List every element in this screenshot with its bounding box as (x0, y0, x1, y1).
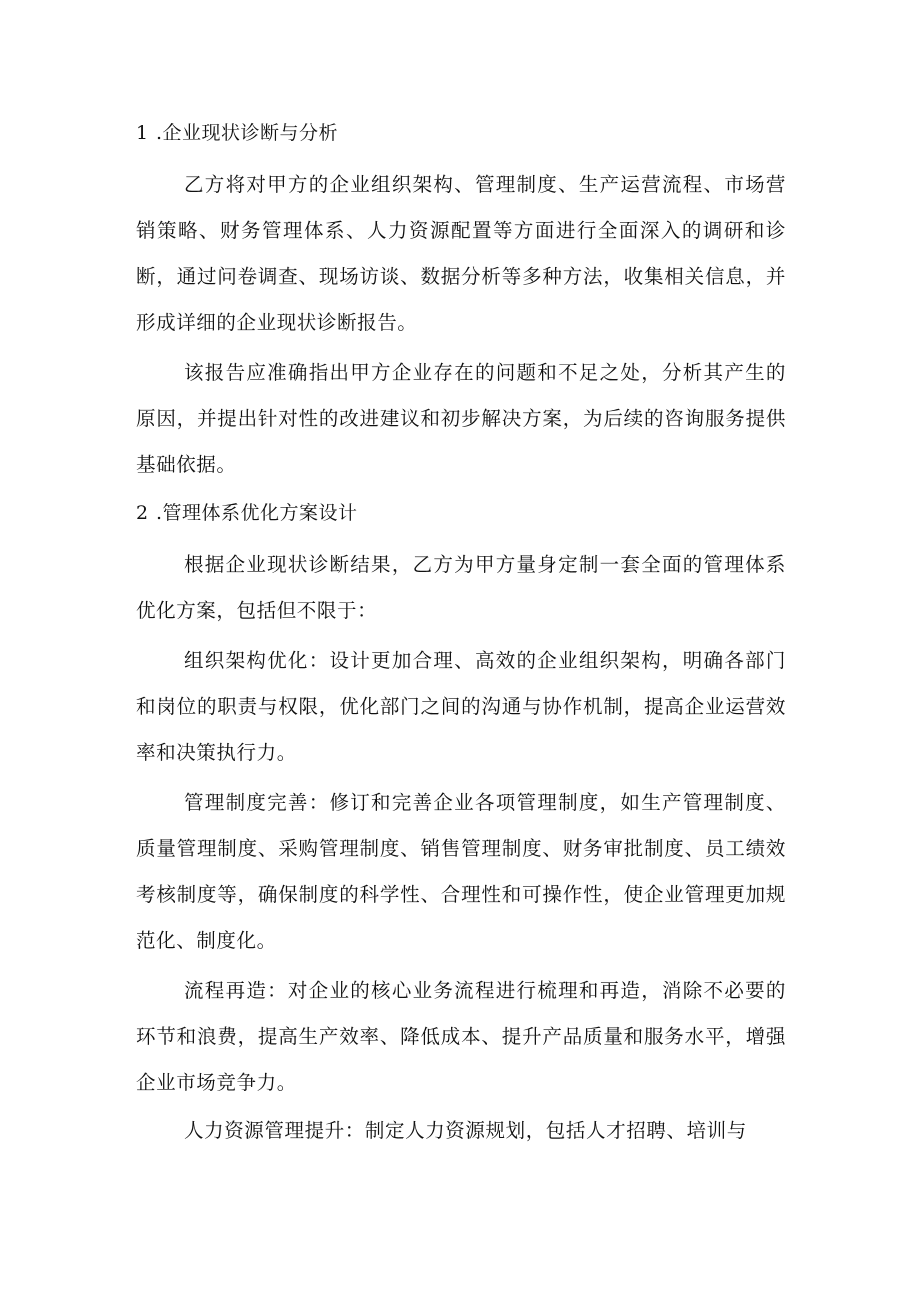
section-heading-2 (136, 492, 786, 534)
paragraph: 该报告应准确指出甲方企业存在的问题和不足之处，分析其产生的原因，并提出针对性的改进建议和初步解决方案，为后续的咨询服务提供基础依据。 (136, 361, 786, 476)
paragraph: 管理制度完善：修订和完善企业各项管理制度，如生产管理制度、质量管理制度、采购管理制度、销售管理制度、财务审批制度、员工绩效考核制度等，确保制度的科学性、合理性和可操作性，使企业管理更加规范化、制度化。 (136, 791, 786, 952)
section-title: .管理体系优化方案设计 (156, 502, 358, 524)
section-title: .企业现状诊断与分析 (156, 122, 339, 144)
paragraph: 乙方将对甲方的企业组织架构、管理制度、生产运营流程、市场营销策略、财务管理体系、人力资源配置等方面进行全面深入的调研和诊断，通过问卷调查、现场访谈、数据分析等多种方法，收集相关信息，并形成详细的企业现状诊断报告。 (136, 173, 786, 334)
paragraph: 组织架构优化：设计更加合理、高效的企业组织架构，明确各部门和岗位的职责与权限，优化部门之间的沟通与协作机制，提高企业运营效率和决策执行力。 (136, 649, 786, 764)
paragraph: 根据企业现状诊断结果，乙方为甲方量身定制一套全面的管理体系优化方案，包括但不限于： (136, 553, 786, 622)
section-number: 1 (136, 122, 149, 144)
section-number: 2 (136, 502, 149, 524)
section-heading-1 (136, 112, 786, 154)
paragraph: 人力资源管理提升：制定人力资源规划，包括人才招聘、培训与 (184, 1119, 747, 1142)
document-body (136, 112, 786, 1156)
paragraph: 流程再造：对企业的核心业务流程进行梳理和再造，消除不必要的环节和浪费，提高生产效率、降低成本、提升产品质量和服务水平，增强企业市场竞争力。 (136, 979, 786, 1094)
